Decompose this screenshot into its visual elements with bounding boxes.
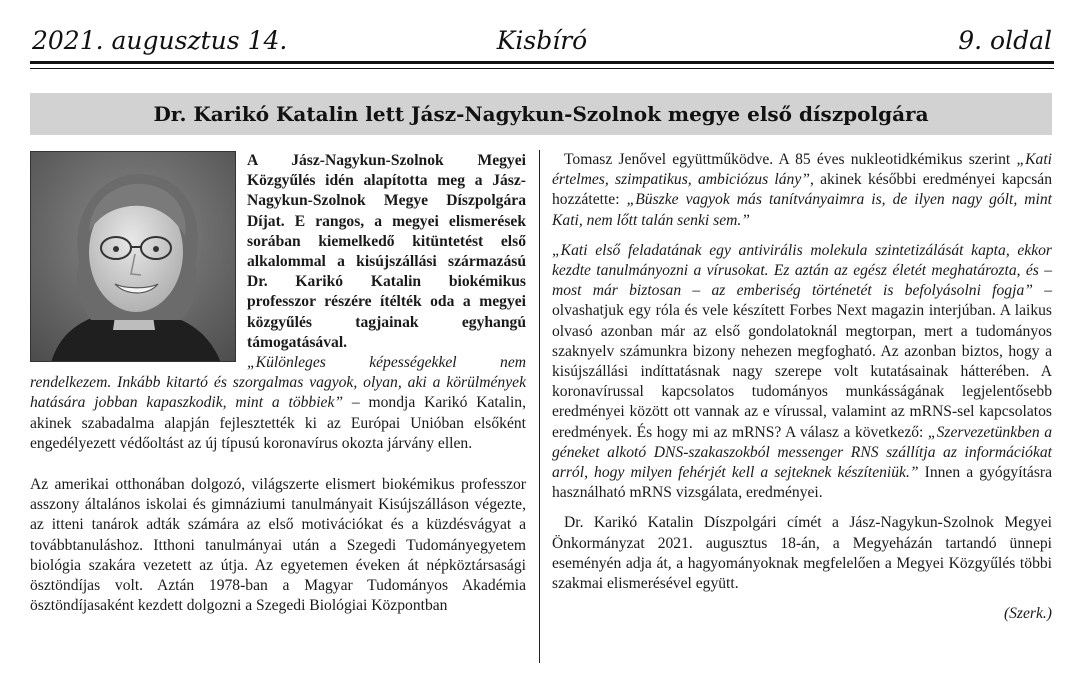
issue-date: 2021. augusztus 14. xyxy=(32,26,288,55)
page-header xyxy=(30,24,1054,58)
tomasz-quote-1: „Kati értelmes, szimpatikus, ambiciózus lány” xyxy=(552,151,1052,189)
mrna-quote: „Szervezetünkben a géneket alkotó DNS-szakaszokból messenger RNS szállítja az információkat arról, hogy milyen fehérjét kell a sejteknek készíteniük.” xyxy=(552,423,1052,482)
right-column xyxy=(552,150,1052,624)
tomasz-paragraph xyxy=(552,150,1052,231)
header-rule-thin xyxy=(30,68,1054,69)
karikó-quote: „Különleges képességekkel nem rendelkezem. Inkább kitartó és szorgalmas vagyok, olyan, aki a körülmények hatására jobban kapaszkodik, mint a többiek” xyxy=(30,354,526,412)
column-divider xyxy=(539,150,540,663)
mrna-text: Innen a gyógyításra használható mRNS vizsgálata, eredményei. xyxy=(552,464,1053,502)
left-column xyxy=(30,151,526,616)
tomasz-text-b: , akinek későbbi eredményei kapcsán hozzátette: xyxy=(552,171,1052,209)
quote-paragraph xyxy=(30,353,526,454)
tomasz-quote-2: „Büszke vagyok más tanítványaimra is, de ilyen nagy gólt, mint Kati, nem lőtt talán senki sem.” xyxy=(552,191,1052,229)
forbes-text: – olvashatjuk egy róla és vele készített Forbes Next magazin interjúban. A laikus olvasó azonban már az első gondolatoknál megtorpan, mert a tudományos szaknyelv számunkra bizony nehezen megfogható. Az azonban biztos, hogy a kisújszállási indíttatásnak nagy szerepe volt kutatásainak hátterében. A koronavírussal kapcsolatos tudományos munkásságának legjelentősebb eredményei között ott vannak az e vírussal, valamint az mRNS-sel kapcsolatos eredmények. És hogy mi az mRNS? A válasz a következő: xyxy=(552,282,1052,441)
signature: (Szerk.) xyxy=(1003,605,1052,623)
paragraph-gap xyxy=(552,594,1052,604)
paragraph-gap xyxy=(552,503,1052,513)
article-title: Dr. Karikó Katalin lett Jász-Nagykun-Szolnok megye első díszpolgára xyxy=(30,93,1052,135)
lead-paragraph: A Jász-Nagykun-Szolnok Megyei Közgyűlés idén alapította meg a Jász-Nagykun-Szolnok Megye Díszpolgára Díjat. E rangos, a megyei elismerések sorában kiemelkedő kitüntetést első alkalommal a kisújszállási származású Dr. Karikó Katalin biokémikus professzor részére ítélték oda a megyei közgyűlés tagjainak egyhangú támogatásával. xyxy=(247,152,526,351)
header-rule-thick xyxy=(30,61,1054,64)
forbes-paragraph xyxy=(552,241,1052,504)
paragraph-gap xyxy=(552,231,1052,241)
quote-attribution: – mondja Karikó Katalin, akinek szabadalma alapján fejlesztették ki az Európai Unióban elsőként engedélyezett védőoltást az új típusú koronavírus okozta járvány ellen. xyxy=(30,394,526,452)
forbes-quote: „Kati első feladatának egy antivirális molekula szintetizálását kapta, ekkor kezdte tanulmányozni a vírusokat. Ez aztán az egész életét meghatározta, és – most már biztosan – az emberiség történetét is befolyásolni fogja” xyxy=(552,241,1052,300)
portrait-image xyxy=(31,152,236,362)
portrait-photo xyxy=(30,151,236,362)
biography-paragraph: Az amerikai otthonában dolgozó, világszerte elismert biokémikus professzor asszony általános iskolai és gimnáziumi tanulmányait Kisújszálláson végezte, az itteni tanárok adták számára az első motivációkat és a küzdésvágyat a továbbtanuláshoz. Itthoni tanulmányai után a Szegedi Tudományegyetem biológia szakára vezetett az útja. Az egyetemen éveken át népköztársasági ösztöndíjas volt. Aztán 1978-ban a Magyar Tudományos Akadémia ösztöndíjasaként kezdett dolgozni a Szegedi Biológiai Központban xyxy=(30,476,526,615)
newspaper-name: Kisbíró xyxy=(496,26,588,55)
page-number: 9. oldal xyxy=(958,26,1052,55)
award-paragraph: Dr. Karikó Katalin Díszpolgári címét a Jász-Nagykun-Szolnok Megyei Önkormányzat 2021. augusztus 18-án, a Megyeházán tartandó ünnepi eseményén adja át, a hagyományoknak megfelelően a Megyei Közgyűlés többi szakmai elismerésével együtt. xyxy=(552,514,1052,593)
tomasz-text-a: Tomasz Jenővel együttműködve. A 85 éves nukleotidkémikus szerint xyxy=(564,151,1017,168)
paragraph-gap xyxy=(30,454,526,475)
